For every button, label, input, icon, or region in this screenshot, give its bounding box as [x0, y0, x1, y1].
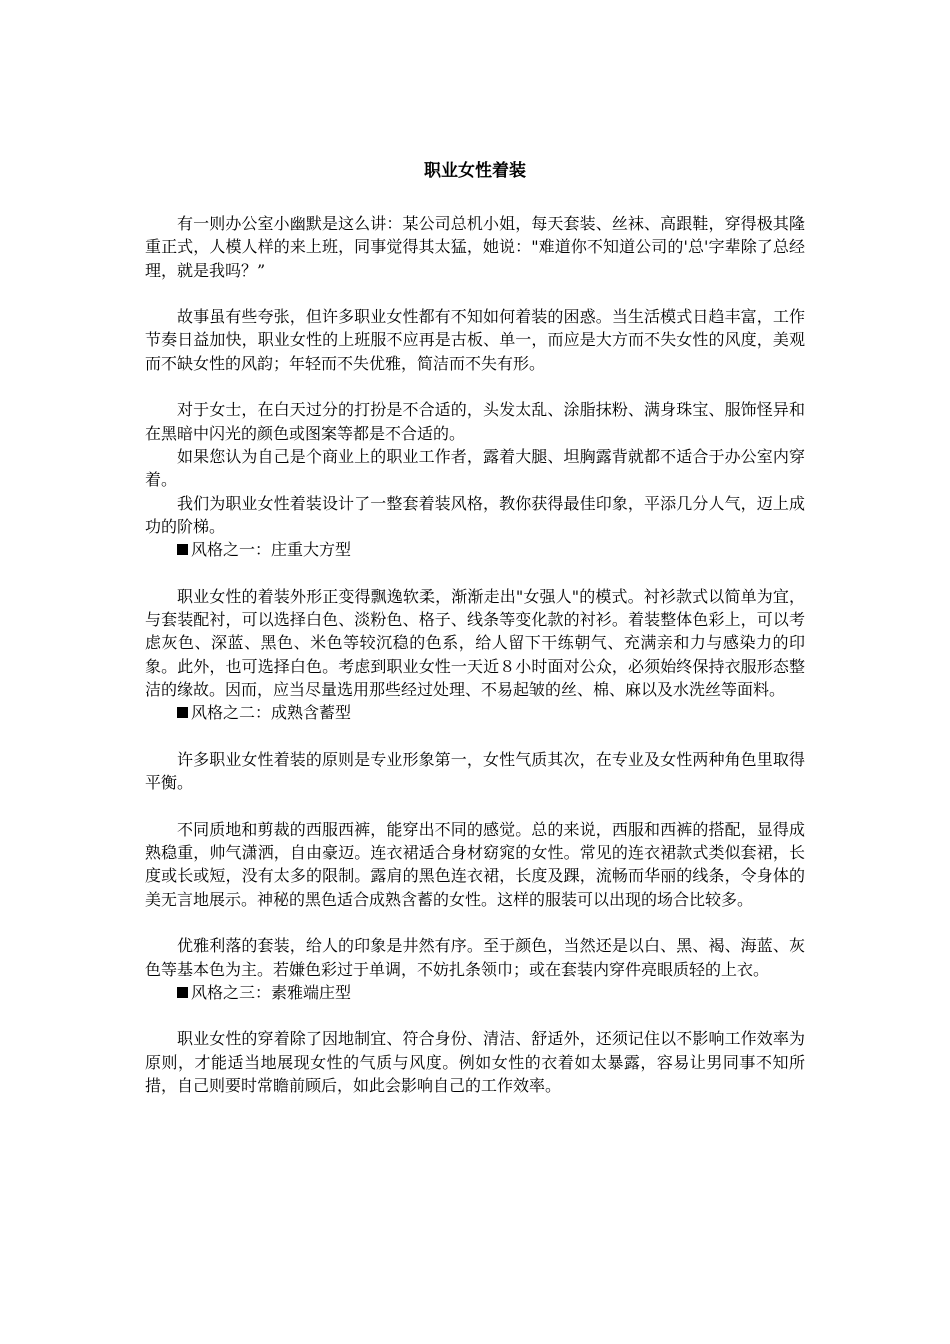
paragraph-office: 如果您认为自己是个商业上的职业工作者，露着大腿、坦胸露背就都不适合于办公室内穿着。	[145, 446, 805, 490]
paragraph-style-2b: 不同质地和剪裁的西服西裤，能穿出不同的感觉。总的来说，西服和西裤的搭配，显得成熟稳重，帅气潇洒，自由豪迈。连衣裙适合身材窈窕的女性。常见的连衣裙款式类似套裙，长度或长或短，没有太多的限制。露肩的黑色连衣裙，长度及踝，流畅而华丽的线条，令身体的美无言地展示。神秘的黑色适合成熟含蓄的女性。这样的服装可以出现的场合比较多。	[145, 819, 805, 909]
document-body	[145, 212, 805, 1097]
square-bullet-icon	[177, 544, 188, 555]
paragraph-style-1: 职业女性的着装外形正变得飘逸软柔，渐渐走出"女强人"的模式。衬衫款式以简单为宜，与套装配衬，可以选择白色、淡粉色、格子、线条等变化款的衬衫。着装整体色彩上，可以考虑灰色、深蓝、黑色、米色等较沉稳的色系，给人留下干练朝气、充满亲和力与感染力的印象。此外，也可选择白色。考虑到职业女性一天近８小时面对公众，必须始终保持衣服形态整洁的缘故。因而，应当尽量选用那些经过处理、不易起皱的丝、棉、麻以及水洗丝等面料。	[145, 586, 805, 699]
square-bullet-icon	[177, 707, 188, 718]
style-heading-2-text: 风格之二：成熟含蓄型	[191, 703, 352, 723]
style-heading-1-text: 风格之一：庄重大方型	[191, 540, 352, 560]
paragraph-style-2a: 许多职业女性着装的原则是专业形象第一，女性气质其次，在专业及女性两种角色里取得平衡。	[145, 749, 805, 793]
paragraph-daytime: 对于女士，在白天过分的打扮是不合适的，头发太乱、涂脂抹粉、满身珠宝、服饰怪异和在黑暗中闪光的颜色或图案等都是不合适的。	[145, 400, 805, 443]
paragraph-intro: 有一则办公室小幽默是这么讲：某公司总机小姐，每天套装、丝袜、高跟鞋，穿得极其隆重正式，人模人样的来上班，同事觉得其太猛，她说："难道你不知道公司的'总'字辈除了总经理，就是我吗？”	[145, 214, 805, 280]
paragraph-styles-intro: 我们为职业女性着装设计了一整套着装风格，教你获得最佳印象，平添几分人气，迈上成功的阶梯。	[145, 493, 805, 536]
style-heading-2	[145, 701, 805, 724]
square-bullet-icon	[177, 987, 188, 998]
paragraph-style-2c: 优雅利落的套装，给人的印象是井然有序。至于颜色，当然还是以白、黑、褐、海蓝、灰色等基本色为主。若嫌色彩过于单调，不妨扎条领巾；或在套装内穿件亮眼质轻的上衣。	[145, 936, 805, 979]
style-heading-1	[145, 538, 805, 561]
paragraph-style-3: 职业女性的穿着除了因地制宜、符合身份、清洁、舒适外，还须记住以不影响工作效率为原则，才能适当地展现女性的气质与风度。例如女性的衣着如太暴露，容易让男同事不知所措，自己则要时常瞻前顾后，如此会影响自己的工作效率。	[145, 1029, 805, 1095]
style-heading-3-text: 风格之三：素雅端庄型	[191, 982, 352, 1002]
style-heading-3	[145, 981, 805, 1004]
paragraph-confusion: 故事虽有些夸张，但许多职业女性都有不知如何着装的困惑。当生活模式日趋丰富，工作节奏日益加快，职业女性的上班服不应再是古板、单一，而应是大方而不失女性的风度，美观而不缺女性的风韵；年轻而不失优雅，简洁而不失有形。	[145, 307, 805, 373]
document-title: 职业女性着装	[424, 161, 526, 181]
